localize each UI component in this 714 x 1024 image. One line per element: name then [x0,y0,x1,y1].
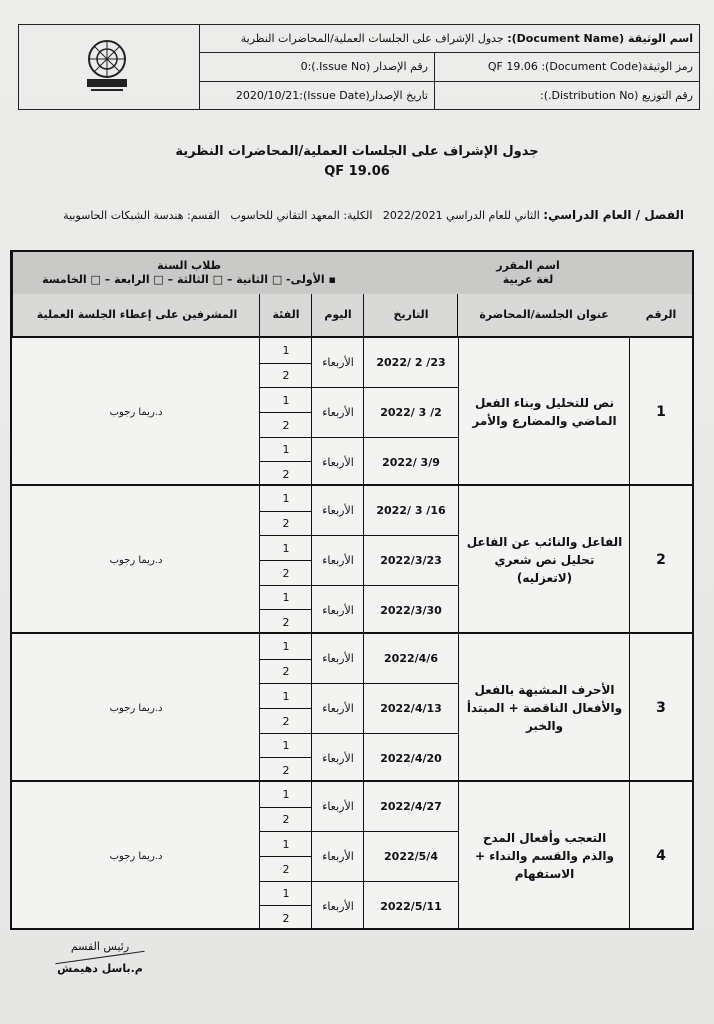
group-column [259,486,312,634]
session-date: 2022/4/20 [364,733,458,783]
session-date: 2022/ 2 /23 [376,356,446,370]
session-group: 2 [260,363,312,389]
session-group: 1 [260,437,312,463]
session-title: الأحرف المشبهة بالفعل والأفعال الناقصة + المبتدأ والخبر [458,634,630,782]
years-options: ▪ الأولى- □ الثانية – □ الثالثة – □ الرابعة – □ الخامسة [42,273,336,286]
session-day: الأربعاء [312,831,364,881]
session-title: الفاعل والنائب عن الفاعل تحليل نص شعري (لاتعزليه) [458,486,630,634]
session-group: 1 [282,639,290,653]
date-column [363,634,458,782]
session-date: 2022/3/23 [364,535,458,585]
session-day: الأربعاء [312,881,364,931]
col-header-supervisors: المشرفين على إعطاء الجلسة العملية [12,294,261,336]
session-date: 2022/4/27 [380,800,442,814]
group-column [259,338,312,486]
table-header-course [12,252,692,295]
document-header [18,24,700,110]
session-day: الأربعاء [312,733,364,783]
date-column [363,338,458,486]
session-group: 1 [260,585,312,611]
date-column [363,486,458,634]
session-group: 2 [260,609,312,635]
session-date: 2022/5/4 [364,831,458,881]
day-column [311,486,364,634]
table-header-columns [12,294,692,337]
session-group: 1 [260,733,312,759]
doc-name-value: جدول الإشراف على الجلسات العملية/المحاضرات النظرية [240,32,504,46]
supervisor-name: د.ريما رجوب [109,554,163,566]
col-header-date: التاريخ [363,294,458,336]
department-value: القسم: هندسة الشبكات الحاسوبية [63,209,220,222]
doc-name-label: اسم الوثيقة (Document Name): [507,32,693,46]
session-day: الأربعاء [322,504,354,518]
supervisor-name: د.ريما رجوب [109,406,163,418]
header-row-doc-name [200,25,699,53]
table-row-group [12,484,692,634]
table-row-group [12,780,692,930]
group-column [259,782,312,930]
session-date: 2022/3/30 [364,585,458,635]
signature-block [55,940,145,975]
session-day: الأربعاء [312,683,364,733]
session-group: 2 [260,905,312,931]
session-date: 2022/ 3 /2 [364,387,458,437]
day-column [311,338,364,486]
course-cell [364,252,692,294]
session-day: الأربعاء [322,356,354,370]
session-group: 1 [260,535,312,561]
session-group: 1 [260,831,312,857]
session-day: الأربعاء [312,387,364,437]
info-line [63,208,684,222]
day-column [311,634,364,782]
session-group: 1 [260,683,312,709]
header-row-code [200,53,699,81]
university-logo [19,25,200,109]
course-label: اسم المقرر [496,258,560,272]
session-group: 2 [260,412,312,438]
doc-code-value: QF 19.06 [487,60,538,74]
signature-name: م.باسل دهيمش [57,962,143,975]
course-name: لغة عربية [502,273,554,286]
supervision-table [10,250,694,930]
session-group: 2 [260,757,312,783]
session-group: 1 [260,387,312,413]
group-column [259,634,312,782]
session-group: 2 [260,708,312,734]
page-subtitle-code: QF 19.06 [324,164,390,179]
table-row-group [12,632,692,782]
session-group: 1 [282,343,290,357]
row-number: 1 [629,338,692,486]
session-title: التعجب وأفعال المدح والذم والقسم والنداء + الاستفهام [458,782,630,930]
row-number: 2 [629,486,692,634]
issue-date: تاريخ الإصدار(Issue Date):2020/10/21 [235,88,428,102]
semester-label: الفصل / العام الدراسي: [543,208,684,222]
session-date: 2022/4/6 [384,652,438,666]
session-title: نص للتحليل وبناء الفعل الماضي والمضارع والأمر [458,338,630,486]
session-group: 2 [260,461,312,487]
session-group: 2 [260,659,312,685]
row-number: 3 [629,634,692,782]
session-group: 2 [260,856,312,882]
doc-code-label: رمز الوثيقة(Document Code): [541,60,693,74]
session-group: 1 [282,787,290,801]
session-group: 2 [260,807,312,833]
session-group: 1 [282,491,290,505]
header-row-distribution [200,82,699,109]
college-value: الكلية: المعهد التقاني للحاسوب [230,209,373,222]
session-group: 2 [260,511,312,537]
col-header-day: اليوم [311,294,364,336]
col-header-group: الفئة [259,294,312,336]
supervisor-name: د.ريما رجوب [109,702,163,714]
col-header-title: عنوان الجلسة/المحاضرة [457,294,630,336]
semester-value: الثاني للعام الدراسي 2022/2021 [382,209,540,222]
students-label: طلاب السنة [157,258,221,272]
students-cell [12,252,365,294]
hama-university-logo-icon [77,35,137,95]
session-date: 2022/ 3 /16 [376,504,446,518]
date-column [363,782,458,930]
session-day: الأربعاء [312,437,364,487]
session-day: الأربعاء [312,585,364,635]
session-date: 2022/4/13 [364,683,458,733]
col-header-num: الرقم [645,307,677,321]
signature-role: رئيس القسم [70,940,130,953]
session-group: 2 [260,560,312,586]
session-day: الأربعاء [322,652,354,666]
session-date: 2022/ 3/9 [364,437,458,487]
distribution-no: رقم التوزيع (Distribution No.): [540,88,693,102]
supervisor-name: د.ريما رجوب [109,850,163,862]
issue-no: رقم الإصدار (Issue No.):0 [300,60,428,74]
session-day: الأربعاء [312,535,364,585]
page-title: جدول الإشراف على الجلسات العملية/المحاضرات النظرية [175,144,539,159]
session-date: 2022/5/11 [364,881,458,931]
table-row-group [12,336,692,486]
session-group: 1 [260,881,312,907]
day-column [311,782,364,930]
row-number: 4 [629,782,692,930]
session-day: الأربعاء [322,800,354,814]
